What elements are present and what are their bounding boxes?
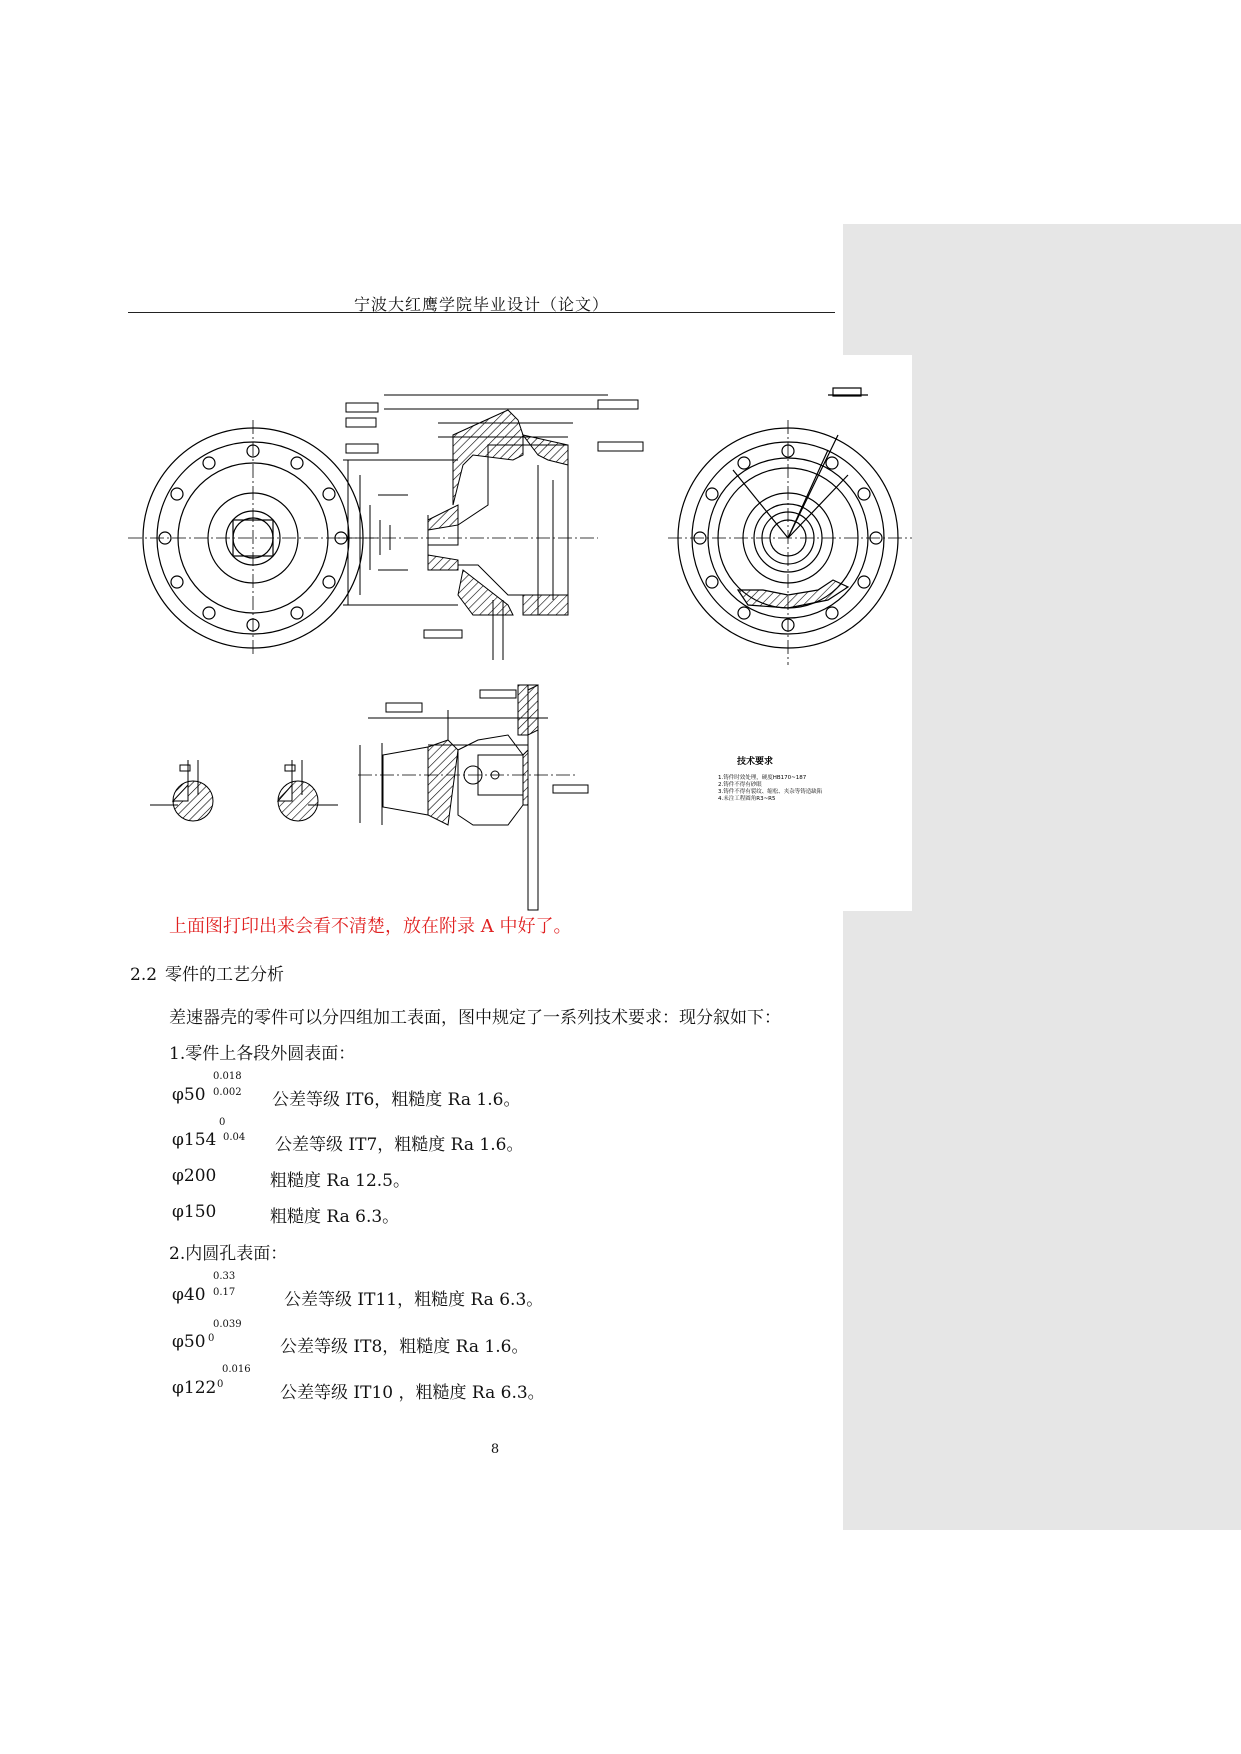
spec-lower-tolerance: 0.17 <box>213 1287 236 1298</box>
spec-description: 粗糙度 Ra 12.5。 <box>270 1171 410 1191</box>
page-header: 宁波大红鹰学院毕业设计（论文） <box>353 295 609 314</box>
tech-requirement-3: 3.铸件不得有裂纹、缩松、夹杂等铸造缺陷 <box>718 789 823 795</box>
spec-diameter: φ154 <box>172 1130 217 1150</box>
spec-diameter: φ122 <box>172 1378 217 1398</box>
spec-description: 公差等级 IT10 ，粗糙度 Ra 6.3。 <box>280 1383 545 1403</box>
center-section-view <box>338 395 643 660</box>
section-heading <box>130 960 284 985</box>
spec-upper-tolerance: 0 <box>219 1117 226 1128</box>
header-rule <box>128 312 835 313</box>
group2-title: 2.内圆孔表面： <box>169 1244 288 1264</box>
spec-lower-tolerance: 0.04 <box>223 1132 246 1143</box>
spec-description: 公差等级 IT8，粗糙度 Ra 1.6。 <box>280 1337 529 1357</box>
spec-description: 公差等级 IT11，粗糙度 Ra 6.3。 <box>284 1290 544 1310</box>
tech-requirement-2: 2.铸件不得有砂眼 <box>718 782 762 788</box>
tech-requirement-4: 4.未注工程圆角R3~R5 <box>718 796 776 802</box>
bottom-section-view <box>358 685 588 910</box>
spec-upper-tolerance: 0.33 <box>213 1271 236 1282</box>
spec-description: 公差等级 IT6，粗糙度 Ra 1.6。 <box>272 1090 521 1110</box>
tech-requirements-title: 技术要求 <box>736 757 774 767</box>
small-section-b <box>278 760 338 821</box>
spec-diameter: φ150 <box>172 1202 217 1222</box>
small-section-a <box>150 760 213 821</box>
tech-requirements <box>718 755 823 802</box>
spec-description: 公差等级 IT7，粗糙度 Ra 1.6。 <box>275 1135 524 1155</box>
spec-diameter: φ50 <box>172 1332 206 1352</box>
left-flange-view <box>128 420 378 655</box>
spec-upper-tolerance: 0.018 <box>213 1071 242 1082</box>
page-number: 8 <box>490 1442 500 1457</box>
spec-diameter: φ40 <box>172 1285 206 1305</box>
spec-upper-tolerance: 0.039 <box>213 1319 242 1330</box>
spec-description: 粗糙度 Ra 6.3。 <box>270 1207 400 1227</box>
section-number: 2.2 <box>130 965 158 985</box>
tech-requirement-1: 1.铸件时效处理，硬度HB170~187 <box>718 775 807 781</box>
spec-lower-tolerance: 0.002 <box>213 1087 242 1098</box>
engineering-drawing <box>128 355 912 911</box>
spec-lower-tolerance: 0 <box>208 1333 215 1344</box>
intro-paragraph: 差速器壳的零件可以分四组加工表面，图中规定了一系列技术要求：现分叙如下： <box>169 1008 781 1028</box>
spec-upper-tolerance: 0.016 <box>222 1364 251 1375</box>
right-flange-view <box>668 388 912 665</box>
spec-diameter: φ200 <box>172 1166 217 1186</box>
spec-diameter: φ50 <box>172 1085 206 1105</box>
print-note: 上面图打印出来会看不清楚，放在附录 A 中好了。 <box>169 916 572 937</box>
group1-title: 1.零件上各段外圆表面： <box>169 1044 356 1064</box>
section-title: 零件的工艺分析 <box>165 965 285 985</box>
spec-lower-tolerance: 0 <box>217 1379 224 1390</box>
